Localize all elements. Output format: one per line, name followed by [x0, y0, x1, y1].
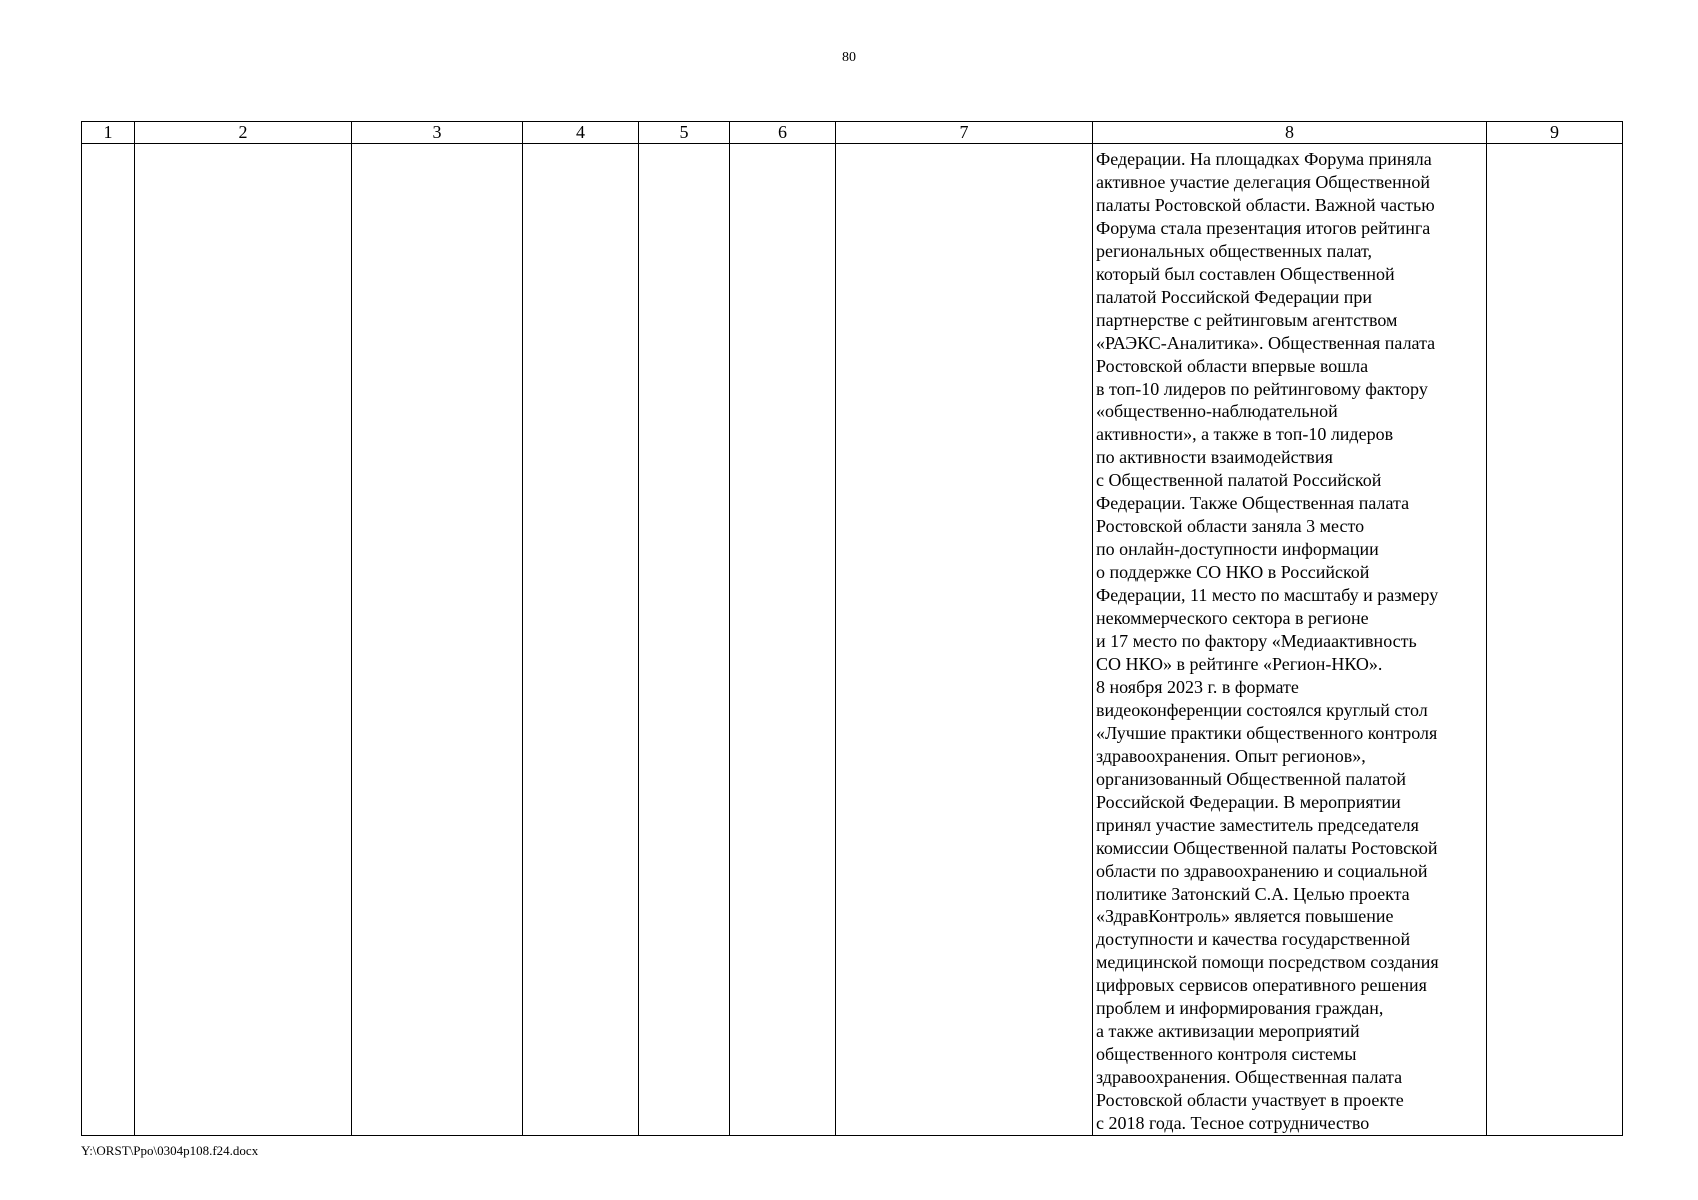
text-line: по онлайн-доступности информации: [1096, 539, 1379, 560]
text-line: Федерации. Также Общественная палата: [1096, 493, 1410, 514]
cell-col-6: [730, 144, 836, 1136]
text-line: некоммерческого сектора в регионе: [1096, 608, 1369, 629]
text-line: активное участие делегация Общественной: [1096, 171, 1430, 192]
cell-col-7: [836, 144, 1093, 1136]
table-row: [82, 144, 1623, 1136]
column-header-1: 1: [82, 122, 135, 144]
column-header-8: 8: [1093, 122, 1487, 144]
text-line: Форума стала презентация итогов рейтинга: [1096, 217, 1431, 238]
text-line: общественного контроля системы: [1096, 1044, 1357, 1065]
page-number: 80: [842, 50, 856, 65]
text-line: здравоохранения. Общественная палата: [1096, 1067, 1403, 1088]
text-line: Федерации. На площадках Форума приняла: [1096, 149, 1432, 169]
text-line: проблем и информирования граждан,: [1096, 998, 1384, 1019]
text-line: медицинской помощи посредством создания: [1096, 952, 1439, 973]
text-line: организованный Общественной палатой: [1096, 768, 1407, 789]
text-line: и 17 место по фактору «Медиаактивность: [1096, 631, 1417, 652]
text-line: по активности взаимодействия: [1096, 447, 1333, 468]
text-line: СО НКО» в рейтинге «Регион-НКО».: [1096, 653, 1383, 674]
report-table: [81, 121, 1623, 1136]
cell-col-2: [135, 144, 352, 1136]
text-line: который был составлен Общественной: [1096, 263, 1395, 284]
column8-text: [1093, 144, 1486, 1135]
text-line: региональных общественных палат,: [1096, 240, 1373, 261]
text-line: 8 ноября 2023 г. в формате: [1096, 676, 1299, 697]
text-line: с 2018 года. Тесное сотрудничество: [1096, 1113, 1370, 1134]
text-line: Российской Федерации. В мероприятии: [1096, 791, 1401, 812]
column-header-6: 6: [730, 122, 836, 144]
text-line: здравоохранения. Опыт регионов»,: [1096, 745, 1366, 766]
text-line: «РАЭКС-Аналитика». Общественная палата: [1096, 332, 1436, 353]
text-line: «ЗдравКонтроль» является повышение: [1096, 906, 1394, 927]
cell-col-1: [82, 144, 135, 1136]
text-line: Ростовской области впервые вошла: [1096, 355, 1369, 376]
text-line: палатой Российской Федерации при: [1096, 286, 1373, 307]
file-path-footer: Y:\ORST\Ppo\0304p108.f24.docx: [81, 1143, 259, 1158]
text-line: палаты Ростовской области. Важной частью: [1096, 194, 1435, 215]
text-line: области по здравоохранению и социальной: [1096, 860, 1428, 881]
text-line: Ростовской области заняла 3 место: [1096, 516, 1365, 537]
column-header-7: 7: [836, 122, 1093, 144]
column-header-2: 2: [135, 122, 352, 144]
text-line: о поддержке СО НКО в Российской: [1096, 562, 1370, 583]
text-line: Федерации, 11 место по масштабу и размеру: [1096, 585, 1439, 606]
text-line: а также активизации мероприятий: [1096, 1021, 1360, 1042]
text-line: политике Затонский С.А. Целью проекта: [1096, 883, 1410, 904]
text-line: в топ-10 лидеров по рейтинговому фактору: [1096, 378, 1428, 399]
text-line: активности», а также в топ-10 лидеров: [1096, 424, 1394, 445]
text-line: видеоконференции состоялся круглый стол: [1096, 699, 1428, 720]
text-line: с Общественной палатой Российской: [1096, 470, 1382, 491]
cell-col-9: [1487, 144, 1623, 1136]
text-line: «общественно-наблюдательной: [1096, 401, 1338, 422]
text-line: принял участие заместитель председателя: [1096, 814, 1419, 835]
column-header-4: 4: [523, 122, 639, 144]
cell-col-5: [639, 144, 730, 1136]
text-line: партнерстве с рейтинговым агентством: [1096, 309, 1398, 330]
text-line: доступности и качества государственной: [1096, 929, 1411, 950]
column-header-9: 9: [1487, 122, 1623, 144]
column-header-3: 3: [352, 122, 523, 144]
text-line: цифровых сервисов оперативного решения: [1096, 975, 1427, 996]
cell-col-4: [523, 144, 639, 1136]
text-line: комиссии Общественной палаты Ростовской: [1096, 837, 1438, 858]
cell-col-3: [352, 144, 523, 1136]
text-line: Ростовской области участвует в проекте: [1096, 1090, 1404, 1111]
text-line: «Лучшие практики общественного контроля: [1096, 722, 1438, 743]
header-row: [82, 122, 1623, 144]
cell-col-8: [1093, 144, 1487, 1136]
column-header-5: 5: [639, 122, 730, 144]
